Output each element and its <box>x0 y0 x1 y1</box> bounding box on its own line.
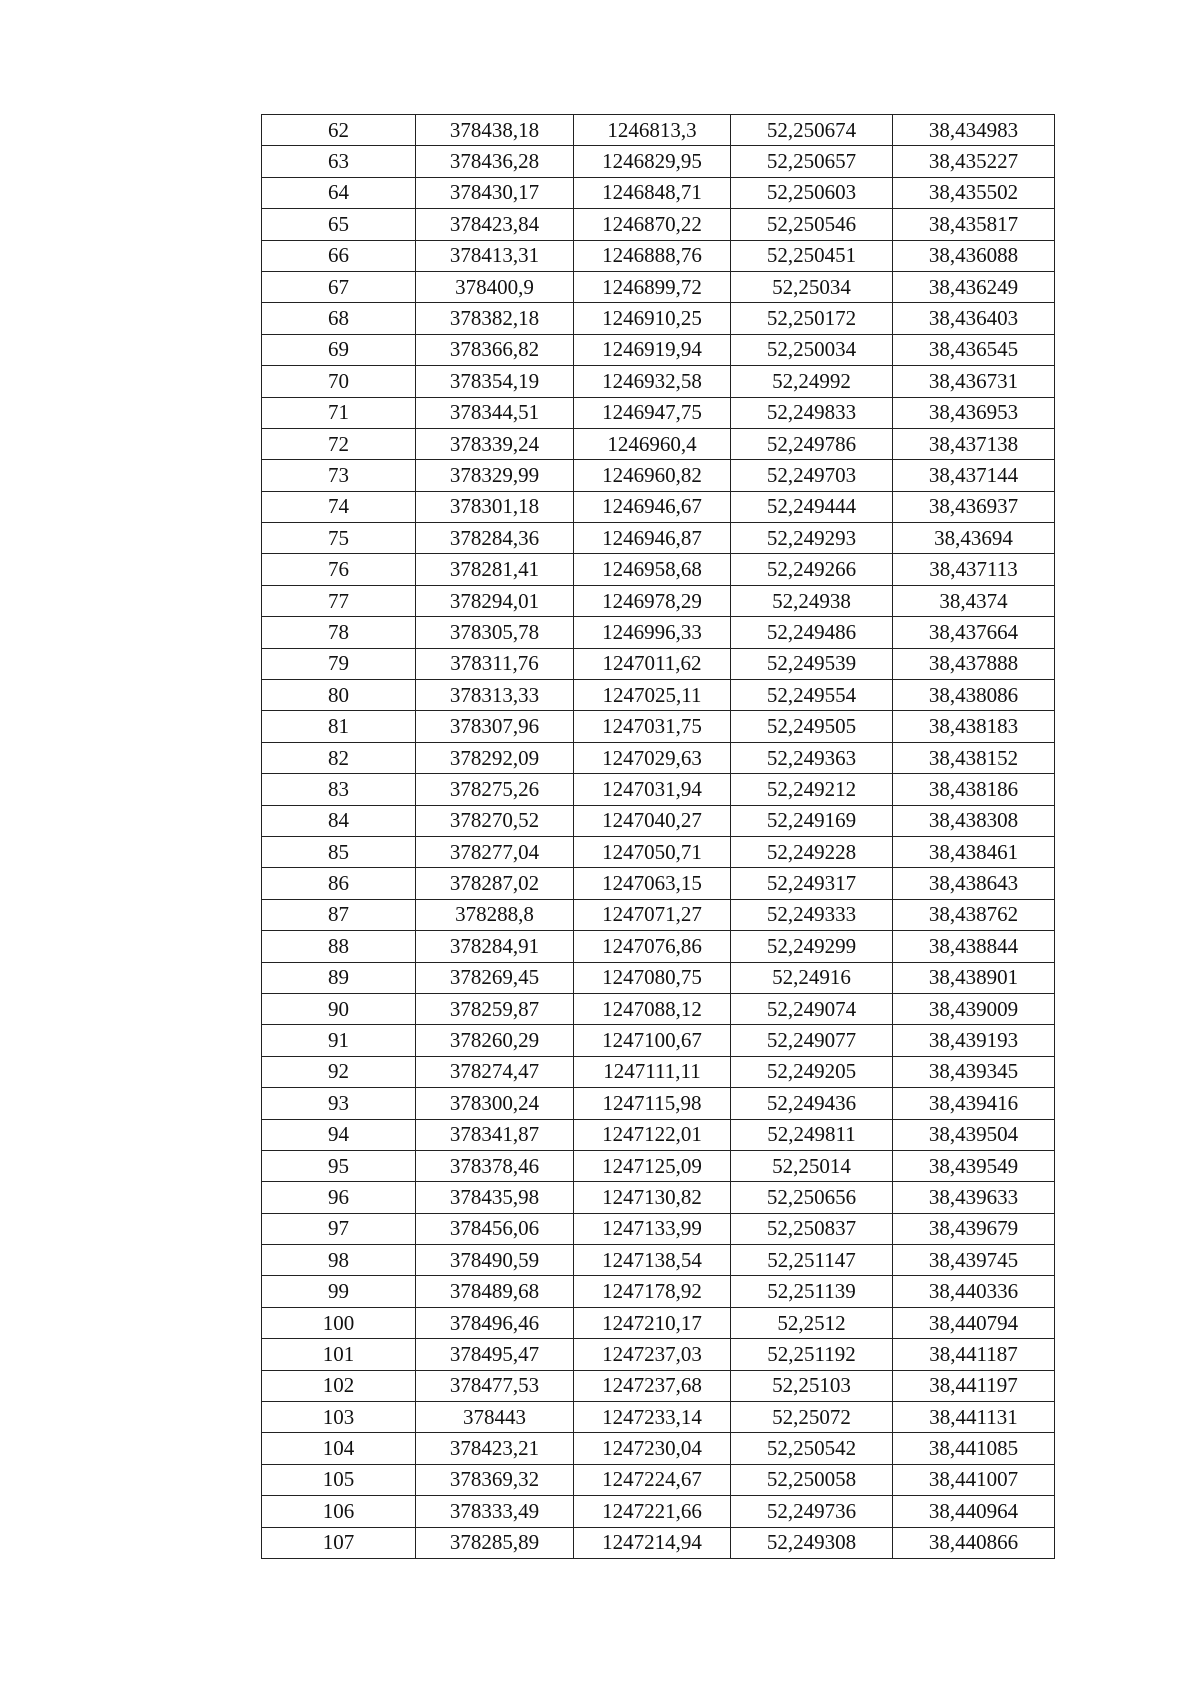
longitude-cell: 38,437144 <box>893 460 1055 491</box>
table-row <box>262 805 1055 836</box>
longitude-cell: 38,436545 <box>893 334 1055 365</box>
table-row <box>262 962 1055 993</box>
x-coordinate-cell: 378423,84 <box>416 209 574 240</box>
latitude-cell: 52,249228 <box>731 836 893 867</box>
latitude-cell: 52,249293 <box>731 523 893 554</box>
longitude-cell: 38,439416 <box>893 1088 1055 1119</box>
table-row <box>262 899 1055 930</box>
x-coordinate-cell: 378311,76 <box>416 648 574 679</box>
latitude-cell: 52,251147 <box>731 1245 893 1276</box>
point-number-cell: 101 <box>262 1339 416 1370</box>
table-row <box>262 523 1055 554</box>
latitude-cell: 52,249444 <box>731 491 893 522</box>
point-number-cell: 85 <box>262 836 416 867</box>
longitude-cell: 38,435227 <box>893 146 1055 177</box>
longitude-cell: 38,439549 <box>893 1150 1055 1181</box>
longitude-cell: 38,436088 <box>893 240 1055 271</box>
longitude-cell: 38,439633 <box>893 1182 1055 1213</box>
table-row <box>262 240 1055 271</box>
longitude-cell: 38,436953 <box>893 397 1055 428</box>
point-number-cell: 95 <box>262 1150 416 1181</box>
x-coordinate-cell: 378259,87 <box>416 993 574 1024</box>
point-number-cell: 90 <box>262 993 416 1024</box>
x-coordinate-cell: 378344,51 <box>416 397 574 428</box>
x-coordinate-cell: 378341,87 <box>416 1119 574 1150</box>
point-number-cell: 71 <box>262 397 416 428</box>
table-row <box>262 1433 1055 1464</box>
y-coordinate-cell: 1246829,95 <box>574 146 731 177</box>
longitude-cell: 38,441007 <box>893 1464 1055 1495</box>
y-coordinate-cell: 1247100,67 <box>574 1025 731 1056</box>
x-coordinate-cell: 378430,17 <box>416 177 574 208</box>
table-row <box>262 1150 1055 1181</box>
y-coordinate-cell: 1247230,04 <box>574 1433 731 1464</box>
table-row <box>262 397 1055 428</box>
point-number-cell: 93 <box>262 1088 416 1119</box>
x-coordinate-cell: 378284,36 <box>416 523 574 554</box>
point-number-cell: 83 <box>262 774 416 805</box>
longitude-cell: 38,439679 <box>893 1213 1055 1244</box>
latitude-cell: 52,249539 <box>731 648 893 679</box>
longitude-cell: 38,438186 <box>893 774 1055 805</box>
x-coordinate-cell: 378307,96 <box>416 711 574 742</box>
longitude-cell: 38,4374 <box>893 585 1055 616</box>
point-number-cell: 70 <box>262 366 416 397</box>
coordinates-table <box>261 114 1055 1559</box>
point-number-cell: 76 <box>262 554 416 585</box>
latitude-cell: 52,25034 <box>731 271 893 302</box>
point-number-cell: 81 <box>262 711 416 742</box>
point-number-cell: 73 <box>262 460 416 491</box>
point-number-cell: 82 <box>262 742 416 773</box>
table-row <box>262 836 1055 867</box>
y-coordinate-cell: 1247011,62 <box>574 648 731 679</box>
table-row <box>262 460 1055 491</box>
point-number-cell: 99 <box>262 1276 416 1307</box>
longitude-cell: 38,438901 <box>893 962 1055 993</box>
latitude-cell: 52,249205 <box>731 1056 893 1087</box>
table-row <box>262 742 1055 773</box>
y-coordinate-cell: 1247138,54 <box>574 1245 731 1276</box>
point-number-cell: 102 <box>262 1370 416 1401</box>
latitude-cell: 52,251139 <box>731 1276 893 1307</box>
y-coordinate-cell: 1247221,66 <box>574 1496 731 1527</box>
longitude-cell: 38,437664 <box>893 617 1055 648</box>
table-row <box>262 617 1055 648</box>
x-coordinate-cell: 378260,29 <box>416 1025 574 1056</box>
x-coordinate-cell: 378489,68 <box>416 1276 574 1307</box>
latitude-cell: 52,249811 <box>731 1119 893 1150</box>
longitude-cell: 38,438086 <box>893 680 1055 711</box>
x-coordinate-cell: 378285,89 <box>416 1527 574 1558</box>
y-coordinate-cell: 1247214,94 <box>574 1527 731 1558</box>
latitude-cell: 52,250657 <box>731 146 893 177</box>
x-coordinate-cell: 378288,8 <box>416 899 574 930</box>
longitude-cell: 38,438308 <box>893 805 1055 836</box>
y-coordinate-cell: 1247076,86 <box>574 931 731 962</box>
y-coordinate-cell: 1247029,63 <box>574 742 731 773</box>
table-row <box>262 774 1055 805</box>
table-row <box>262 428 1055 459</box>
latitude-cell: 52,250674 <box>731 115 893 146</box>
point-number-cell: 75 <box>262 523 416 554</box>
x-coordinate-cell: 378275,26 <box>416 774 574 805</box>
x-coordinate-cell: 378305,78 <box>416 617 574 648</box>
latitude-cell: 52,249436 <box>731 1088 893 1119</box>
y-coordinate-cell: 1246813,3 <box>574 115 731 146</box>
y-coordinate-cell: 1247237,03 <box>574 1339 731 1370</box>
point-number-cell: 88 <box>262 931 416 962</box>
table-row <box>262 1119 1055 1150</box>
point-number-cell: 63 <box>262 146 416 177</box>
point-number-cell: 105 <box>262 1464 416 1495</box>
longitude-cell: 38,436403 <box>893 303 1055 334</box>
latitude-cell: 52,249266 <box>731 554 893 585</box>
table-row <box>262 1056 1055 1087</box>
y-coordinate-cell: 1247237,68 <box>574 1370 731 1401</box>
latitude-cell: 52,249736 <box>731 1496 893 1527</box>
x-coordinate-cell: 378270,52 <box>416 805 574 836</box>
x-coordinate-cell: 378366,82 <box>416 334 574 365</box>
x-coordinate-cell: 378435,98 <box>416 1182 574 1213</box>
longitude-cell: 38,437138 <box>893 428 1055 459</box>
point-number-cell: 72 <box>262 428 416 459</box>
y-coordinate-cell: 1247040,27 <box>574 805 731 836</box>
point-number-cell: 92 <box>262 1056 416 1087</box>
table-row <box>262 303 1055 334</box>
longitude-cell: 38,438461 <box>893 836 1055 867</box>
x-coordinate-cell: 378269,45 <box>416 962 574 993</box>
longitude-cell: 38,439745 <box>893 1245 1055 1276</box>
longitude-cell: 38,441197 <box>893 1370 1055 1401</box>
table-row <box>262 554 1055 585</box>
x-coordinate-cell: 378339,24 <box>416 428 574 459</box>
table-row <box>262 1307 1055 1338</box>
x-coordinate-cell: 378413,31 <box>416 240 574 271</box>
table-row <box>262 648 1055 679</box>
point-number-cell: 89 <box>262 962 416 993</box>
longitude-cell: 38,434983 <box>893 115 1055 146</box>
point-number-cell: 100 <box>262 1307 416 1338</box>
x-coordinate-cell: 378301,18 <box>416 491 574 522</box>
latitude-cell: 52,249363 <box>731 742 893 773</box>
x-coordinate-cell: 378443 <box>416 1402 574 1433</box>
latitude-cell: 52,250172 <box>731 303 893 334</box>
point-number-cell: 67 <box>262 271 416 302</box>
table-row <box>262 146 1055 177</box>
point-number-cell: 77 <box>262 585 416 616</box>
point-number-cell: 86 <box>262 868 416 899</box>
x-coordinate-cell: 378284,91 <box>416 931 574 962</box>
y-coordinate-cell: 1247233,14 <box>574 1402 731 1433</box>
table-row <box>262 1182 1055 1213</box>
y-coordinate-cell: 1247178,92 <box>574 1276 731 1307</box>
latitude-cell: 52,250542 <box>731 1433 893 1464</box>
y-coordinate-cell: 1247025,11 <box>574 680 731 711</box>
longitude-cell: 38,435817 <box>893 209 1055 240</box>
x-coordinate-cell: 378496,46 <box>416 1307 574 1338</box>
latitude-cell: 52,249333 <box>731 899 893 930</box>
table-row <box>262 115 1055 146</box>
x-coordinate-cell: 378277,04 <box>416 836 574 867</box>
latitude-cell: 52,249169 <box>731 805 893 836</box>
x-coordinate-cell: 378382,18 <box>416 303 574 334</box>
point-number-cell: 74 <box>262 491 416 522</box>
longitude-cell: 38,441187 <box>893 1339 1055 1370</box>
table-row <box>262 1025 1055 1056</box>
y-coordinate-cell: 1247130,82 <box>574 1182 731 1213</box>
latitude-cell: 52,2512 <box>731 1307 893 1338</box>
table-row <box>262 1213 1055 1244</box>
y-coordinate-cell: 1246958,68 <box>574 554 731 585</box>
x-coordinate-cell: 378354,19 <box>416 366 574 397</box>
y-coordinate-cell: 1246960,82 <box>574 460 731 491</box>
table-row <box>262 1464 1055 1495</box>
latitude-cell: 52,249703 <box>731 460 893 491</box>
latitude-cell: 52,250451 <box>731 240 893 271</box>
point-number-cell: 98 <box>262 1245 416 1276</box>
longitude-cell: 38,440964 <box>893 1496 1055 1527</box>
longitude-cell: 38,438183 <box>893 711 1055 742</box>
y-coordinate-cell: 1246996,33 <box>574 617 731 648</box>
table-row <box>262 366 1055 397</box>
x-coordinate-cell: 378369,32 <box>416 1464 574 1495</box>
x-coordinate-cell: 378400,9 <box>416 271 574 302</box>
table-row <box>262 931 1055 962</box>
y-coordinate-cell: 1247115,98 <box>574 1088 731 1119</box>
point-number-cell: 96 <box>262 1182 416 1213</box>
y-coordinate-cell: 1247031,75 <box>574 711 731 742</box>
latitude-cell: 52,249212 <box>731 774 893 805</box>
latitude-cell: 52,250546 <box>731 209 893 240</box>
x-coordinate-cell: 378438,18 <box>416 115 574 146</box>
latitude-cell: 52,250837 <box>731 1213 893 1244</box>
table-row <box>262 1088 1055 1119</box>
latitude-cell: 52,249786 <box>731 428 893 459</box>
latitude-cell: 52,249074 <box>731 993 893 1024</box>
y-coordinate-cell: 1246947,75 <box>574 397 731 428</box>
latitude-cell: 52,24938 <box>731 585 893 616</box>
y-coordinate-cell: 1247071,27 <box>574 899 731 930</box>
x-coordinate-cell: 378281,41 <box>416 554 574 585</box>
y-coordinate-cell: 1247122,01 <box>574 1119 731 1150</box>
point-number-cell: 64 <box>262 177 416 208</box>
x-coordinate-cell: 378274,47 <box>416 1056 574 1087</box>
x-coordinate-cell: 378287,02 <box>416 868 574 899</box>
table-row <box>262 585 1055 616</box>
point-number-cell: 65 <box>262 209 416 240</box>
y-coordinate-cell: 1247080,75 <box>574 962 731 993</box>
x-coordinate-cell: 378456,06 <box>416 1213 574 1244</box>
longitude-cell: 38,437113 <box>893 554 1055 585</box>
y-coordinate-cell: 1246888,76 <box>574 240 731 271</box>
longitude-cell: 38,436731 <box>893 366 1055 397</box>
longitude-cell: 38,441085 <box>893 1433 1055 1464</box>
x-coordinate-cell: 378294,01 <box>416 585 574 616</box>
x-coordinate-cell: 378300,24 <box>416 1088 574 1119</box>
x-coordinate-cell: 378329,99 <box>416 460 574 491</box>
x-coordinate-cell: 378495,47 <box>416 1339 574 1370</box>
x-coordinate-cell: 378423,21 <box>416 1433 574 1464</box>
latitude-cell: 52,249077 <box>731 1025 893 1056</box>
y-coordinate-cell: 1247210,17 <box>574 1307 731 1338</box>
table-row <box>262 993 1055 1024</box>
longitude-cell: 38,440336 <box>893 1276 1055 1307</box>
point-number-cell: 66 <box>262 240 416 271</box>
table-row <box>262 1402 1055 1433</box>
longitude-cell: 38,439504 <box>893 1119 1055 1150</box>
y-coordinate-cell: 1247133,99 <box>574 1213 731 1244</box>
latitude-cell: 52,250603 <box>731 177 893 208</box>
point-number-cell: 84 <box>262 805 416 836</box>
table-row <box>262 1276 1055 1307</box>
longitude-cell: 38,440794 <box>893 1307 1055 1338</box>
y-coordinate-cell: 1246870,22 <box>574 209 731 240</box>
point-number-cell: 106 <box>262 1496 416 1527</box>
table-row <box>262 1370 1055 1401</box>
y-coordinate-cell: 1246946,67 <box>574 491 731 522</box>
longitude-cell: 38,436249 <box>893 271 1055 302</box>
longitude-cell: 38,436937 <box>893 491 1055 522</box>
y-coordinate-cell: 1246978,29 <box>574 585 731 616</box>
point-number-cell: 62 <box>262 115 416 146</box>
longitude-cell: 38,439345 <box>893 1056 1055 1087</box>
table-row <box>262 1339 1055 1370</box>
latitude-cell: 52,25014 <box>731 1150 893 1181</box>
y-coordinate-cell: 1246899,72 <box>574 271 731 302</box>
latitude-cell: 52,25072 <box>731 1402 893 1433</box>
latitude-cell: 52,249505 <box>731 711 893 742</box>
latitude-cell: 52,249317 <box>731 868 893 899</box>
y-coordinate-cell: 1246848,71 <box>574 177 731 208</box>
x-coordinate-cell: 378333,49 <box>416 1496 574 1527</box>
point-number-cell: 68 <box>262 303 416 334</box>
point-number-cell: 79 <box>262 648 416 679</box>
y-coordinate-cell: 1247031,94 <box>574 774 731 805</box>
latitude-cell: 52,250034 <box>731 334 893 365</box>
y-coordinate-cell: 1246910,25 <box>574 303 731 334</box>
latitude-cell: 52,250058 <box>731 1464 893 1495</box>
table-row <box>262 334 1055 365</box>
table-row <box>262 177 1055 208</box>
longitude-cell: 38,438643 <box>893 868 1055 899</box>
longitude-cell: 38,438762 <box>893 899 1055 930</box>
point-number-cell: 80 <box>262 680 416 711</box>
table-row <box>262 209 1055 240</box>
coordinates-table-body <box>262 115 1055 1559</box>
longitude-cell: 38,435502 <box>893 177 1055 208</box>
y-coordinate-cell: 1247050,71 <box>574 836 731 867</box>
latitude-cell: 52,249308 <box>731 1527 893 1558</box>
x-coordinate-cell: 378477,53 <box>416 1370 574 1401</box>
latitude-cell: 52,249486 <box>731 617 893 648</box>
longitude-cell: 38,441131 <box>893 1402 1055 1433</box>
table-row <box>262 491 1055 522</box>
latitude-cell: 52,250656 <box>731 1182 893 1213</box>
y-coordinate-cell: 1246960,4 <box>574 428 731 459</box>
y-coordinate-cell: 1247224,67 <box>574 1464 731 1495</box>
point-number-cell: 91 <box>262 1025 416 1056</box>
table-row <box>262 711 1055 742</box>
y-coordinate-cell: 1246946,87 <box>574 523 731 554</box>
table-row <box>262 868 1055 899</box>
point-number-cell: 103 <box>262 1402 416 1433</box>
latitude-cell: 52,249833 <box>731 397 893 428</box>
point-number-cell: 87 <box>262 899 416 930</box>
point-number-cell: 69 <box>262 334 416 365</box>
x-coordinate-cell: 378313,33 <box>416 680 574 711</box>
table-row <box>262 271 1055 302</box>
longitude-cell: 38,440866 <box>893 1527 1055 1558</box>
latitude-cell: 52,25103 <box>731 1370 893 1401</box>
point-number-cell: 97 <box>262 1213 416 1244</box>
table-row <box>262 1496 1055 1527</box>
point-number-cell: 107 <box>262 1527 416 1558</box>
y-coordinate-cell: 1247111,11 <box>574 1056 731 1087</box>
x-coordinate-cell: 378490,59 <box>416 1245 574 1276</box>
y-coordinate-cell: 1247063,15 <box>574 868 731 899</box>
latitude-cell: 52,24916 <box>731 962 893 993</box>
latitude-cell: 52,249299 <box>731 931 893 962</box>
latitude-cell: 52,251192 <box>731 1339 893 1370</box>
x-coordinate-cell: 378436,28 <box>416 146 574 177</box>
point-number-cell: 94 <box>262 1119 416 1150</box>
table-row <box>262 680 1055 711</box>
latitude-cell: 52,249554 <box>731 680 893 711</box>
longitude-cell: 38,437888 <box>893 648 1055 679</box>
y-coordinate-cell: 1247088,12 <box>574 993 731 1024</box>
point-number-cell: 104 <box>262 1433 416 1464</box>
x-coordinate-cell: 378292,09 <box>416 742 574 773</box>
longitude-cell: 38,438152 <box>893 742 1055 773</box>
longitude-cell: 38,439009 <box>893 993 1055 1024</box>
table-row <box>262 1527 1055 1558</box>
longitude-cell: 38,43694 <box>893 523 1055 554</box>
y-coordinate-cell: 1246932,58 <box>574 366 731 397</box>
point-number-cell: 78 <box>262 617 416 648</box>
y-coordinate-cell: 1247125,09 <box>574 1150 731 1181</box>
table-row <box>262 1245 1055 1276</box>
longitude-cell: 38,438844 <box>893 931 1055 962</box>
x-coordinate-cell: 378378,46 <box>416 1150 574 1181</box>
longitude-cell: 38,439193 <box>893 1025 1055 1056</box>
latitude-cell: 52,24992 <box>731 366 893 397</box>
y-coordinate-cell: 1246919,94 <box>574 334 731 365</box>
